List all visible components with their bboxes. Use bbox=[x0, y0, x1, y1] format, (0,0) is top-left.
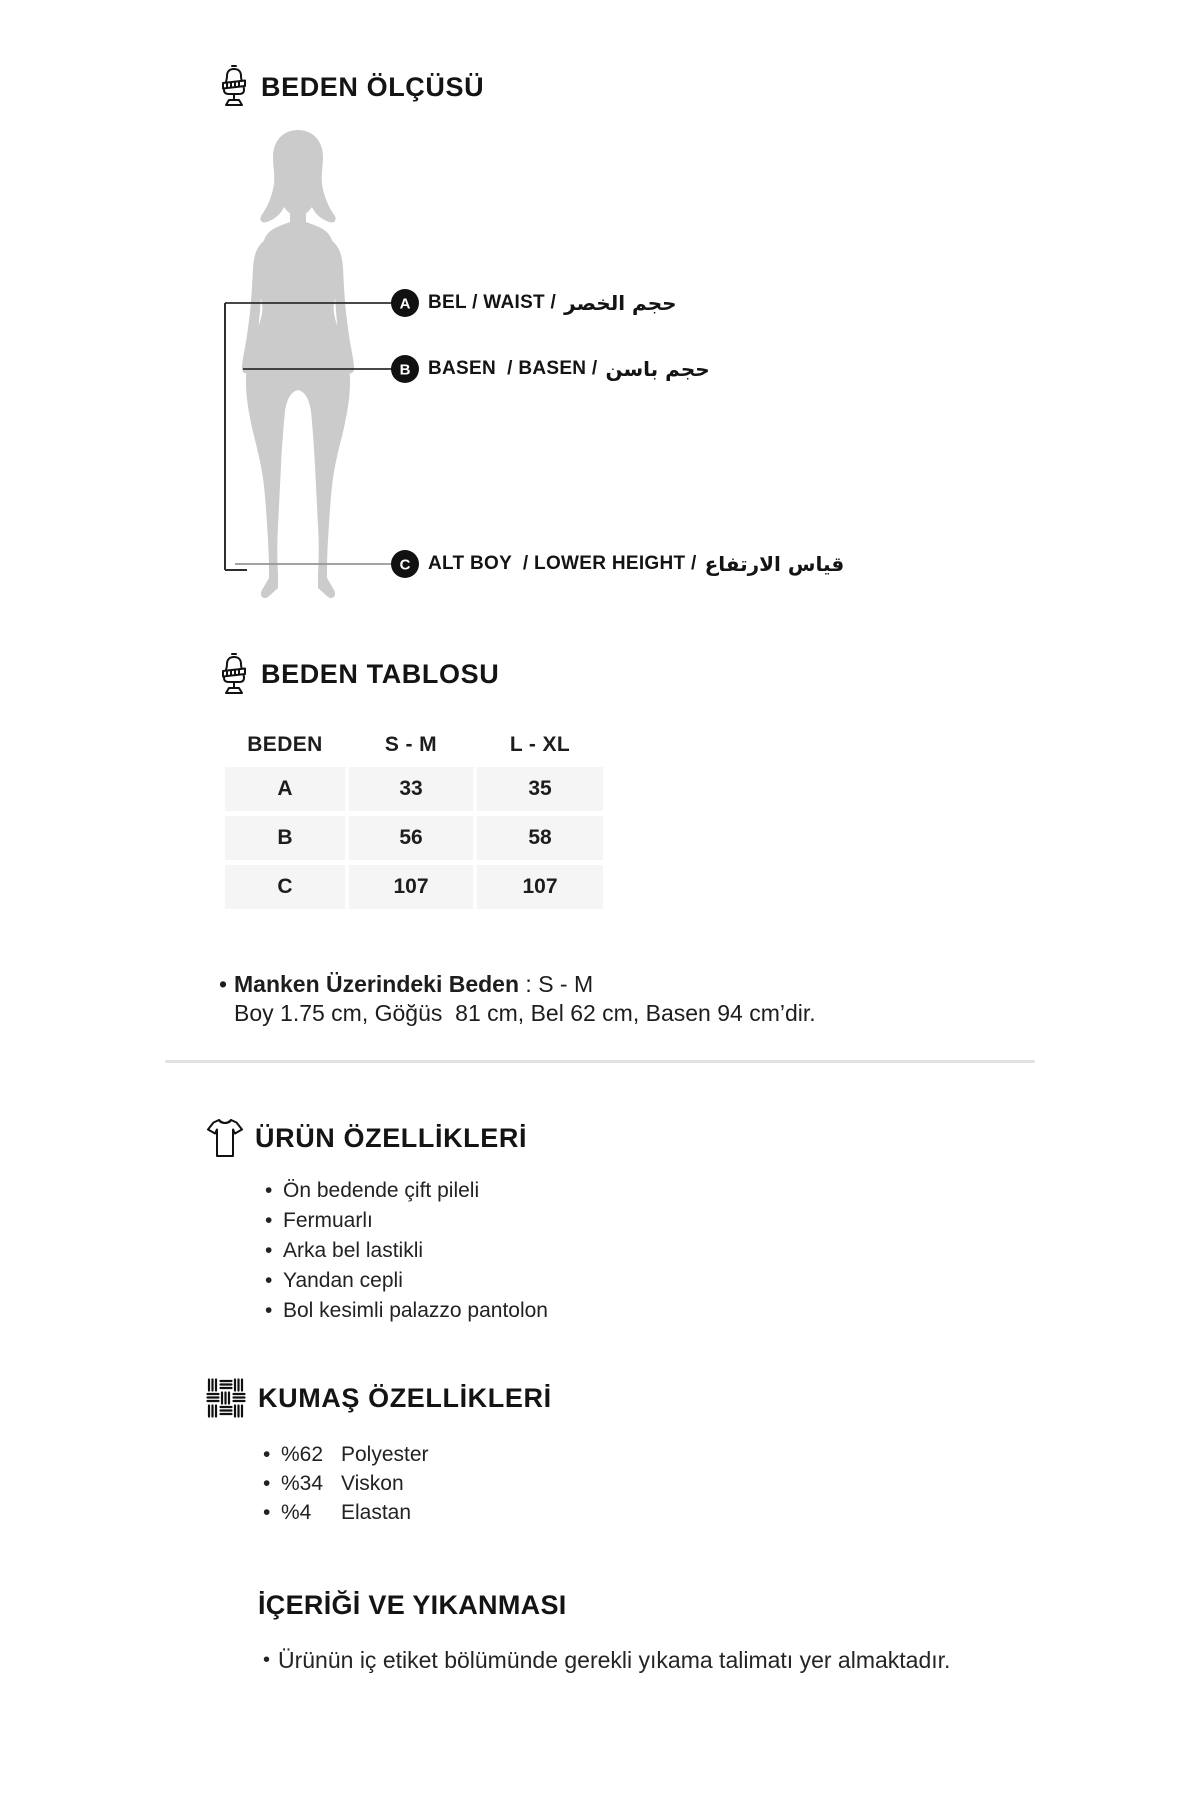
section-divider bbox=[165, 1060, 1035, 1063]
fabric-percent: %34 bbox=[281, 1471, 324, 1495]
list-item: • Fermuarlı bbox=[265, 1206, 548, 1236]
fabric-name: Elastan bbox=[341, 1500, 412, 1524]
waist-label bbox=[428, 289, 677, 317]
hip-label-arabic: حجم باسن bbox=[605, 357, 710, 381]
dress-form-icon bbox=[217, 652, 251, 698]
bullet-icon bbox=[265, 1179, 283, 1203]
fabric-name: Polyester bbox=[341, 1442, 429, 1466]
product-features-title: ÜRÜN ÖZELLİKLERİ bbox=[255, 1122, 528, 1153]
table-row-label: A bbox=[225, 767, 345, 811]
bullet-icon bbox=[265, 1299, 283, 1323]
table-cell: 56 bbox=[349, 816, 473, 860]
table-cell: 107 bbox=[349, 865, 473, 909]
table-row-label: B bbox=[225, 816, 345, 860]
svg-text:A: A bbox=[399, 295, 411, 313]
lower-height-label bbox=[428, 550, 844, 578]
list-item bbox=[263, 1498, 429, 1527]
tshirt-icon bbox=[205, 1116, 245, 1160]
hip-label-text: BASEN / BASEN / bbox=[428, 358, 598, 379]
measure-marker-b bbox=[391, 355, 419, 383]
bullet-icon bbox=[265, 1269, 283, 1293]
list-item: • Bol kesimli palazzo pantolon bbox=[265, 1296, 548, 1326]
size-table-header: BEDEN bbox=[247, 733, 323, 756]
care-title: İÇERİĞİ VE YIKANMASI bbox=[258, 1590, 567, 1620]
bullet-icon bbox=[263, 1501, 281, 1525]
svg-text:B: B bbox=[399, 361, 411, 379]
model-size-detail: Boy 1.75 cm, Göğüs 81 cm, Bel 62 cm, Basen 94 cm’dir. bbox=[234, 1000, 816, 1026]
lower-height-label-arabic: قياس الارتفاع bbox=[704, 552, 845, 576]
hip-label bbox=[428, 355, 710, 383]
model-size-label: Manken Üzerindeki Beden bbox=[234, 971, 520, 997]
bullet-icon bbox=[263, 1646, 278, 1674]
dress-form-icon bbox=[217, 64, 251, 110]
size-table-header: L - XL bbox=[509, 733, 571, 756]
care-note bbox=[263, 1646, 958, 1674]
list-item: • Yandan cepli bbox=[265, 1266, 548, 1296]
model-size-note bbox=[219, 970, 816, 1028]
bullet-icon bbox=[219, 970, 234, 999]
fabric-name: Viskon bbox=[341, 1471, 404, 1495]
model-size-value: : S - M bbox=[519, 971, 594, 997]
size-table bbox=[225, 728, 603, 909]
fabric-percent: %4 bbox=[281, 1500, 312, 1524]
bullet-icon bbox=[263, 1443, 281, 1467]
waist-label-arabic: حجم الخصر bbox=[564, 291, 677, 315]
fabric-composition-list bbox=[263, 1440, 429, 1527]
waist-label-text: BEL / WAIST / bbox=[428, 292, 557, 313]
table-cell: 107 bbox=[477, 865, 603, 909]
size-table-header: S - M bbox=[384, 733, 438, 756]
size-guide-title: BEDEN ÖLÇÜSÜ bbox=[261, 71, 485, 102]
list-item: • Ön bedende çift pileli bbox=[265, 1176, 548, 1206]
table-row-label: C bbox=[225, 865, 345, 909]
lower-height-label-text: ALT BOY / LOWER HEIGHT / bbox=[428, 553, 697, 574]
list-item bbox=[263, 1469, 429, 1498]
bullet-icon bbox=[265, 1209, 283, 1233]
fabric-features-title: KUMAŞ ÖZELLİKLERİ bbox=[258, 1382, 552, 1413]
svg-text:C: C bbox=[399, 556, 411, 574]
size-table-title: BEDEN TABLOSU bbox=[261, 659, 500, 689]
list-item bbox=[263, 1440, 429, 1469]
product-features-list bbox=[265, 1176, 548, 1326]
measure-marker-c bbox=[391, 550, 419, 578]
product-features-heading bbox=[205, 1114, 527, 1162]
fabric-weave-icon bbox=[204, 1376, 248, 1420]
list-item: • Arka bel lastikli bbox=[265, 1236, 548, 1266]
fabric-features-heading bbox=[204, 1374, 552, 1422]
measure-marker-a bbox=[391, 289, 419, 317]
size-guide-heading bbox=[217, 64, 484, 110]
bullet-icon bbox=[265, 1239, 283, 1263]
height-bracket bbox=[225, 303, 247, 570]
table-cell: 33 bbox=[349, 767, 473, 811]
bullet-icon bbox=[263, 1472, 281, 1496]
table-cell: 35 bbox=[477, 767, 603, 811]
fabric-percent: %62 bbox=[281, 1442, 324, 1466]
table-cell: 58 bbox=[477, 816, 603, 860]
size-table-heading bbox=[217, 651, 499, 698]
care-text: Ürünün iç etiket bölümünde gerekli yıkama talimatı yer almaktadır. bbox=[278, 1647, 951, 1673]
